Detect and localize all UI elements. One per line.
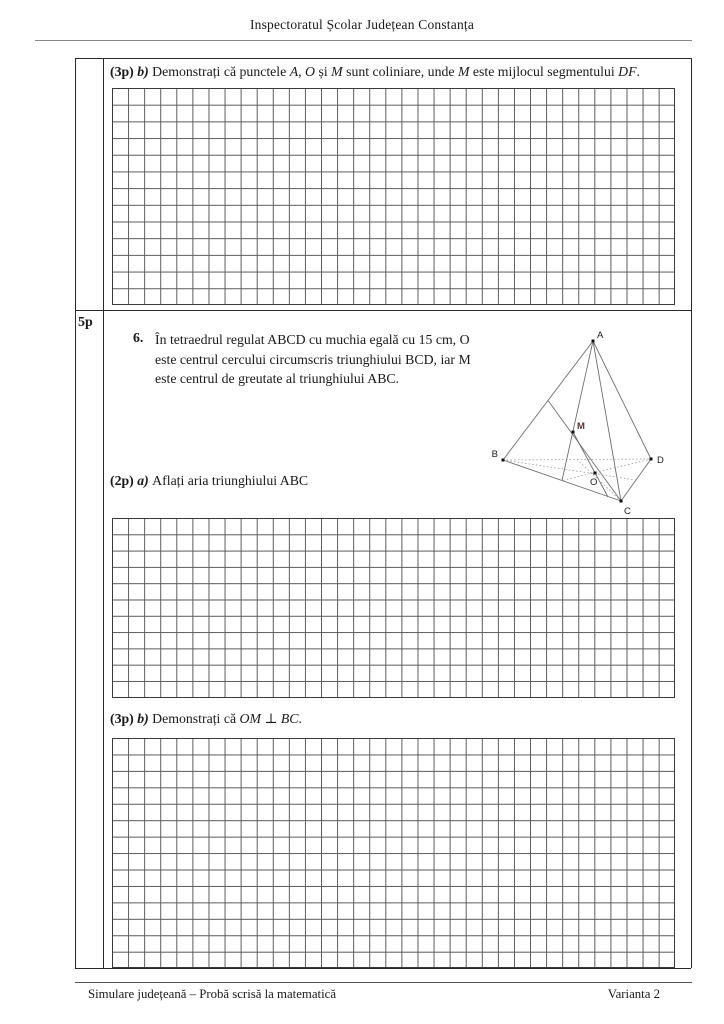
table-border-bottom	[75, 968, 691, 969]
footer-divider	[75, 982, 692, 983]
text-segment: (3p)	[110, 711, 138, 726]
answer-grid-3	[112, 738, 675, 968]
text-segment: este mijlocul segmentului	[469, 64, 619, 79]
text-segment: Demonstrați că	[152, 711, 240, 726]
text-segment: ⊥	[261, 711, 281, 726]
header-divider	[35, 40, 692, 41]
vertex-label-a: A	[597, 330, 604, 341]
text-segment: M	[457, 64, 470, 79]
vertex-label-b: B	[491, 449, 498, 460]
text-segment: .	[636, 64, 640, 79]
table-border-top	[75, 58, 691, 59]
text-segment: (3p)	[110, 64, 138, 79]
text-segment: b)	[137, 711, 153, 726]
text-segment: a)	[137, 473, 153, 488]
text-segment: DF	[618, 64, 637, 79]
text-segment: OM	[239, 711, 261, 726]
footer-exam-title: Simulare județeană – Probă scrisă la matematică	[88, 987, 337, 1001]
text-segment: .	[298, 711, 302, 726]
text-segment: Aflați aria triunghiului ABC	[152, 473, 309, 488]
text-segment: ,	[298, 64, 306, 79]
page-header-title: Inspectoratul Școlar Județean Constanța	[249, 17, 475, 32]
text-segment: și	[315, 64, 332, 79]
answer-grid-1	[112, 88, 675, 305]
points-column-divider	[103, 58, 104, 968]
text-segment: (2p)	[110, 473, 138, 488]
text-segment: A	[289, 64, 299, 79]
text-segment: Demonstrați că punctele	[152, 64, 290, 79]
text-segment: sunt coliniare, unde	[342, 64, 458, 79]
text-segment: M	[331, 64, 343, 79]
question-6a-text	[110, 471, 308, 490]
answer-grid-2	[112, 518, 675, 698]
problem-number: 6.	[133, 330, 144, 345]
table-row-divider	[75, 310, 691, 311]
question-5b-text	[110, 62, 640, 81]
problem-statement: În tetraedrul regulat ABCD cu muchia egală cu 15 cm, O este centrul cercului circumscris triunghiului BCD, iar M este centrul de greutate al triunghiului ABC.	[155, 332, 471, 386]
dotted-hidden-lines	[503, 459, 651, 501]
points-badge: 5p	[78, 315, 93, 330]
footer-variant: Varianta 2	[607, 987, 660, 1001]
text-segment: BC	[280, 711, 299, 726]
tetrahedron-figure	[458, 326, 674, 520]
text-segment: b)	[137, 64, 153, 79]
vertex-label-d: D	[657, 455, 664, 466]
point-label-o: O	[590, 477, 598, 488]
vertex-label-c: C	[624, 506, 631, 517]
point-label-m: M	[577, 421, 585, 432]
text-segment: O	[305, 64, 316, 79]
table-border-left	[75, 58, 76, 968]
table-border-right	[691, 58, 692, 968]
question-6b-text	[110, 709, 302, 728]
